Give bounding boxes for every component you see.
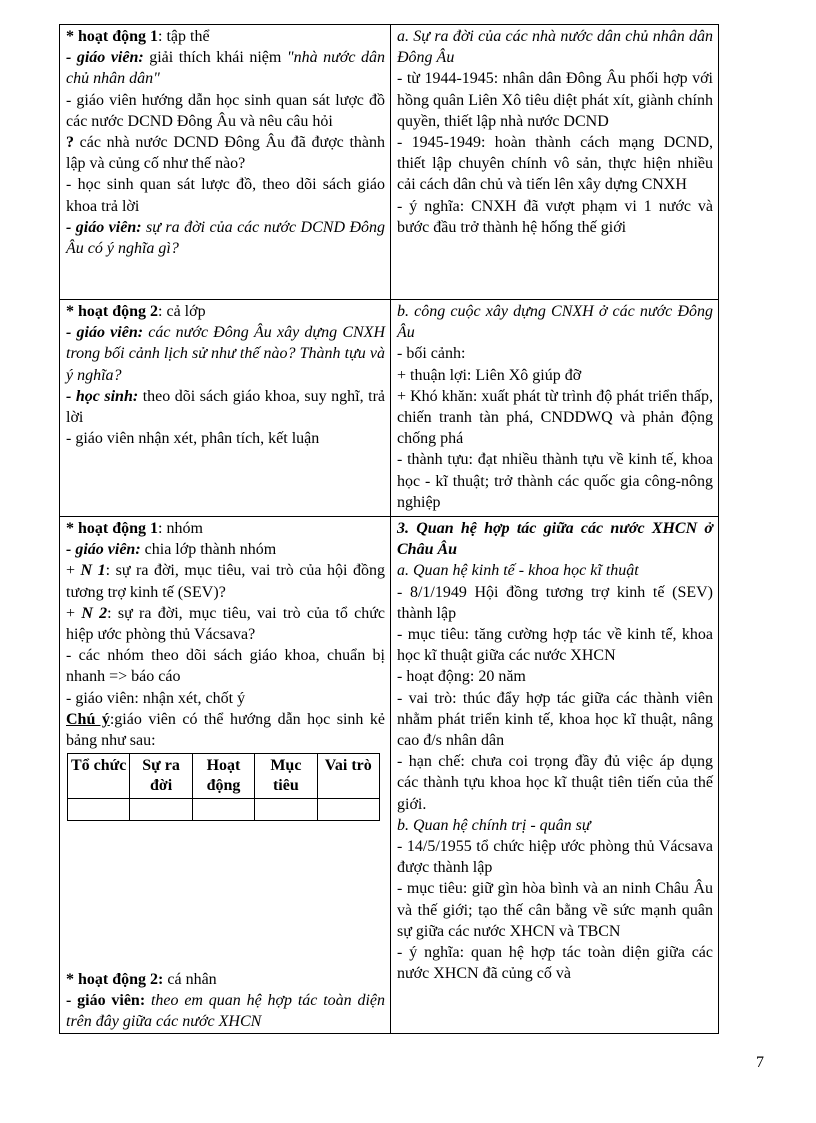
section-heading: b. công cuộc xây dựng CNXH ở các nước Đông Âu [397, 303, 713, 342]
table-row [60, 517, 719, 1034]
template-cell [68, 799, 130, 821]
teacher-label: - giáo viên: [66, 992, 146, 1010]
template-col-header: Tổ chức [68, 754, 130, 799]
subsection-heading: a. Quan hệ kinh tế - khoa học kĩ thuật [397, 562, 639, 580]
content-cell: a. Sự ra đời của các nhà nước dân chủ nhân dân Đông Âu - từ 1944-1945: nhân dân Đông Âu phối hợp với hồng quân Liên Xô tiêu diệt phát xít, giành chính quyền, thiết lập nhà nước DCND - 1945-1949: hoàn thành cách mạng DCND, thiết lập chuyên chính vô sản, thực hiện nhiều cải cách dân chủ và tiến lên xây dựng CNXH - ý nghĩa: CNXH đã vượt phạm vi 1 nước và bước đầu trở thành hệ hống thế giới [391, 25, 719, 300]
group-label: N 2 [81, 604, 108, 622]
activity-label: * hoạt động 2 [66, 303, 159, 320]
activity2-block: * hoạt động 2: cá nhân - giáo viên: theo em quan hệ hợp tác toàn diện trên đây giữa các nước XHCN [66, 971, 386, 1031]
template-cell [317, 799, 379, 821]
activity-cell: * hoạt động 1: nhóm - giáo viên: chia lớp thành nhóm + N 1: sự ra đời, mục tiêu, vai trò của hội đồng tương trợ kinh tế (SEV)? + N 2: sự ra đời, mục tiêu, vai trò của tổ chức hiệp ước phòng thủ Vácsava? - các nhóm theo dõi sách giáo khoa, chuẩn bị nhanh => báo cáo - giáo viên: nhận xét, chốt ý Chú ý:giáo viên có thể hướng dẫn học sinh kẻ bảng như sau: Tổ chức Sự ra đời Hoạt động Mục tiêu Vai trò * hoạt động 2: cá nhân - giáo viên: theo em quan hệ hợp tác toàn diện trên đây giữa các nước XHCN [60, 517, 391, 1034]
template-table [67, 753, 380, 821]
template-col-header: Vai trò [317, 754, 379, 799]
teacher-label: - giáo viên: [66, 218, 142, 236]
activity-label: * hoạt động 2: [66, 971, 164, 988]
activity-cell: * hoạt động 2: cả lớp - giáo viên: các nước Đông Âu xây dựng CNXH trong bối cảnh lịch sử như thế nào? Thành tựu và ý nghĩa? - học sinh: theo dõi sách giáo khoa, suy nghĩ, trả lời - giáo viên nhận xét, phân tích, kết luận [60, 300, 391, 517]
teacher-label: - giáo viên: [66, 541, 141, 559]
lesson-table [59, 24, 719, 1034]
template-cell [192, 799, 254, 821]
template-cell [255, 799, 317, 821]
template-col-header: Mục tiêu [255, 754, 317, 799]
student-label: - học sinh: [66, 387, 139, 405]
template-col-header: Sự ra đời [130, 754, 192, 799]
subsection-heading: b. Quan hệ chính trị - quân sự [397, 816, 591, 834]
content-cell: 3. Quan hệ hợp tác giữa các nước XHCN ở Châu Âu a. Quan hệ kinh tế - khoa học kĩ thuật - 8/1/1949 Hội đồng tương trợ kinh tế (SEV) thành lập - mục tiêu: tăng cường hợp tác về kinh tế, khoa học kĩ thuật giữa các nước XHCN - hoạt động: 20 năm - vai trò: thúc đẩy hợp tác giữa các thành viên nhằm phát triển kinh tế, khoa học kĩ thuật, nâng cao đ/s nhân dân - hạn chế: chưa coi trọng đầy đủ việc áp dụng các thành tựu khoa học kĩ thuật tiên tiến của thế giới. b. Quan hệ chính trị - quân sự - 14/5/1955 tổ chức hiệp ước phòng thủ Vácsava được thành lập - mục tiêu: giữ gìn hòa bình và an ninh Châu Âu và thế giới; tạo thế cân bằng về sức mạnh quân sự giữa các nước XHCN và TBCN - ý nghĩa: quan hệ hợp tác toàn diện giữa các nước XHCN đã củng cố và [391, 517, 719, 1034]
template-cell [130, 799, 192, 821]
template-table-header [68, 754, 380, 799]
teacher-label: - giáo viên: [66, 49, 144, 67]
teacher-label: - giáo viên: [66, 324, 144, 342]
template-table-row [68, 799, 380, 821]
content-cell: b. công cuộc xây dựng CNXH ở các nước Đông Âu - bối cảnh: + thuận lợi: Liên Xô giúp đỡ + Khó khăn: xuất phát từ trình độ phát triển thấp, chiến tranh tàn phá, CNDDWQ và phản động chống phá - thành tựu: đạt nhiều thành tựu về kinh tế, khoa học - kĩ thuật; trở thành các quốc gia công-nông nghiệp [391, 300, 719, 517]
section-heading: 3. Quan hệ hợp tác giữa các nước XHCN ở Châu Âu [397, 520, 713, 559]
page-number: 7 [756, 1054, 764, 1071]
section-heading: a. Sự ra đời của các nhà nước dân chủ nhân dân Đông Âu [397, 28, 713, 67]
note-label: Chú ý [66, 710, 110, 728]
table-row [60, 300, 719, 517]
activity-cell: * hoạt động 1: tập thể - giáo viên: giải thích khái niệm "nhà nước dân chủ nhân dân" - giáo viên hướng dẫn học sinh quan sát lược đồ các nước DCND Đông Âu và nêu câu hỏi ? các nhà nước DCND Đông Âu đã được thành lập và củng cố như thế nào? - học sinh quan sát lược đồ, theo dõi sách giáo khoa trả lời - giáo viên: sự ra đời của các nước DCND Đông Âu có ý nghĩa gì? [60, 25, 391, 300]
group-label: N 1 [80, 562, 106, 580]
table-row [60, 25, 719, 300]
activity-label: * hoạt động 1 [66, 520, 159, 537]
activity-label: * hoạt động 1 [66, 28, 159, 45]
template-col-header: Hoạt động [192, 754, 254, 799]
